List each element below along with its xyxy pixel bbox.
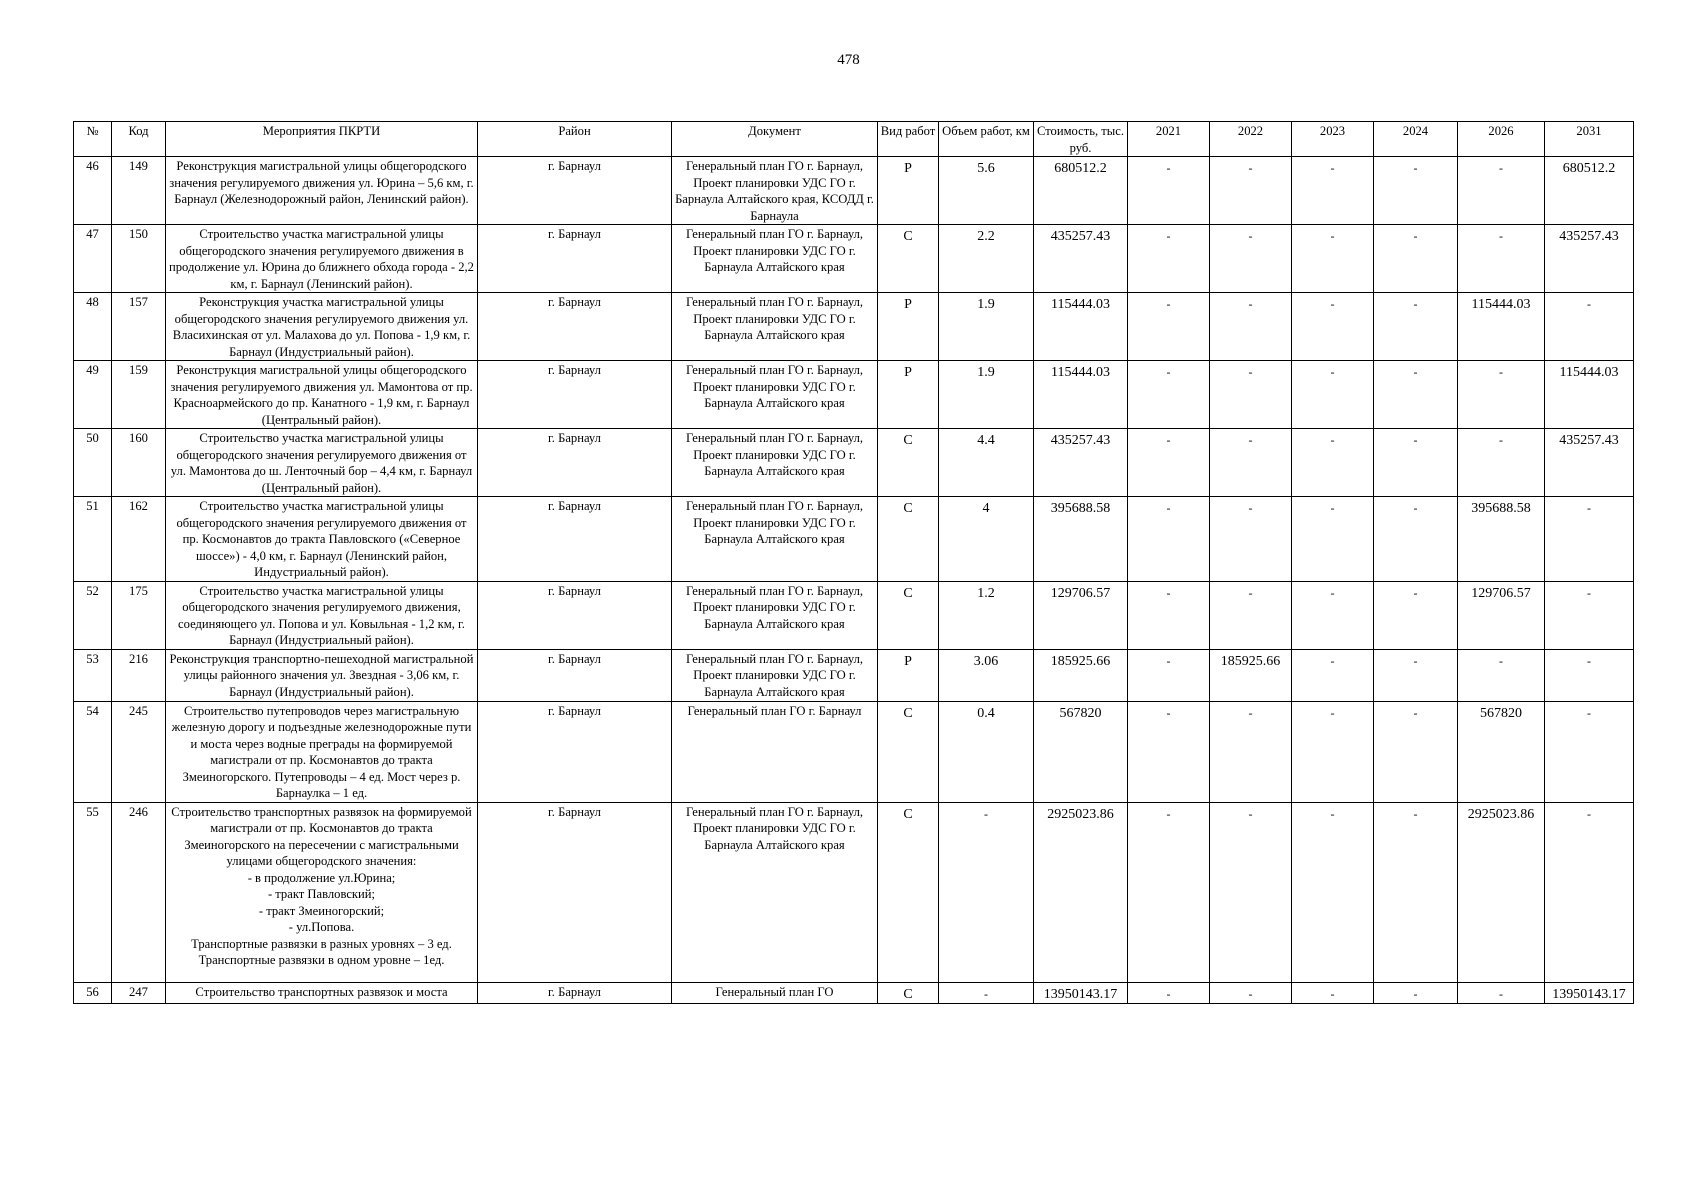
- cell-measure: Строительство транспортных развязок на формируемой магистрали от пр. Космонавтов до тракта Змеиногорского на пересечении с магистральными улицами общегородского значения: - в продолжение ул.Юрина; - тракт Павловский; - тракт Змеиногорский; - ул.Попова. Транспортные развязки в разных уровнях – 3 ед. Транспортные развязки в одном уровне – 1ед.: [166, 802, 478, 982]
- cell-2021: -: [1128, 157, 1210, 225]
- cell-2024: -: [1374, 293, 1458, 361]
- cell-2024: -: [1374, 701, 1458, 802]
- cell-2031: -: [1545, 497, 1634, 582]
- table-row: [74, 293, 1634, 361]
- cell-district: г. Барнаул: [478, 429, 672, 497]
- cell-number: 55: [74, 802, 112, 982]
- header-2031: 2031: [1545, 122, 1634, 157]
- cell-cost: 13950143.17: [1034, 982, 1128, 1003]
- cell-2022: -: [1210, 293, 1292, 361]
- header-code: Код: [112, 122, 166, 157]
- cell-measure: Строительство транспортных развязок и моста: [166, 982, 478, 1003]
- cell-district: г. Барнаул: [478, 802, 672, 982]
- cell-2022: -: [1210, 701, 1292, 802]
- header-row: [74, 122, 1634, 157]
- cell-2024: -: [1374, 649, 1458, 701]
- header-measure: Мероприятия ПКРТИ: [166, 122, 478, 157]
- cell-volume: 2.2: [939, 225, 1034, 293]
- cell-2022: -: [1210, 581, 1292, 649]
- cell-2026: 567820: [1458, 701, 1545, 802]
- cell-2023: -: [1292, 649, 1374, 701]
- cell-volume: 3.06: [939, 649, 1034, 701]
- cell-2023: -: [1292, 982, 1374, 1003]
- cell-document: Генеральный план ГО г. Барнаул, Проект планировки УДС ГО г. Барнаула Алтайского края: [672, 361, 878, 429]
- cell-document: Генеральный план ГО г. Барнаул, Проект планировки УДС ГО г. Барнаула Алтайского края: [672, 802, 878, 982]
- header-work-type: Вид работ: [878, 122, 939, 157]
- cell-work-type: С: [878, 497, 939, 582]
- cell-document: Генеральный план ГО г. Барнаул, Проект планировки УДС ГО г. Барнаула Алтайского края: [672, 429, 878, 497]
- cell-2026: -: [1458, 157, 1545, 225]
- header-cost: Стоимость, тыс. руб.: [1034, 122, 1128, 157]
- cell-2022: -: [1210, 225, 1292, 293]
- cell-2022: -: [1210, 157, 1292, 225]
- cell-2024: -: [1374, 982, 1458, 1003]
- cell-volume: -: [939, 982, 1034, 1003]
- cell-work-type: Р: [878, 293, 939, 361]
- cell-code: 247: [112, 982, 166, 1003]
- pkrti-table: [73, 121, 1634, 1004]
- cell-measure: Реконструкция магистральной улицы общегородского значения регулируемого движения ул. Юрина – 5,6 км, г. Барнаул (Железнодорожный район, Ленинский район).: [166, 157, 478, 225]
- cell-2023: -: [1292, 701, 1374, 802]
- cell-2021: -: [1128, 649, 1210, 701]
- cell-2022: -: [1210, 982, 1292, 1003]
- cell-code: 162: [112, 497, 166, 582]
- header-2026: 2026: [1458, 122, 1545, 157]
- cell-number: 48: [74, 293, 112, 361]
- cell-2022: -: [1210, 429, 1292, 497]
- table-row: [74, 982, 1634, 1003]
- cell-2024: -: [1374, 497, 1458, 582]
- page-number: 478: [837, 52, 860, 68]
- cell-number: 49: [74, 361, 112, 429]
- cell-2023: -: [1292, 157, 1374, 225]
- cell-2021: -: [1128, 802, 1210, 982]
- cell-volume: 1.9: [939, 361, 1034, 429]
- cell-2031: -: [1545, 802, 1634, 982]
- header-2023: 2023: [1292, 122, 1374, 157]
- cell-document: Генеральный план ГО г. Барнаул, Проект планировки УДС ГО г. Барнаула Алтайского края: [672, 293, 878, 361]
- table-row: [74, 701, 1634, 802]
- cell-number: 54: [74, 701, 112, 802]
- cell-2031: -: [1545, 581, 1634, 649]
- cell-district: г. Барнаул: [478, 581, 672, 649]
- cell-volume: 1.9: [939, 293, 1034, 361]
- cell-cost: 567820: [1034, 701, 1128, 802]
- cell-2022: 185925.66: [1210, 649, 1292, 701]
- table-row: [74, 649, 1634, 701]
- cell-work-type: Р: [878, 157, 939, 225]
- cell-2031: 13950143.17: [1545, 982, 1634, 1003]
- cell-2023: -: [1292, 293, 1374, 361]
- cell-2024: -: [1374, 581, 1458, 649]
- cell-district: г. Барнаул: [478, 157, 672, 225]
- cell-2022: -: [1210, 361, 1292, 429]
- cell-code: 216: [112, 649, 166, 701]
- cell-district: г. Барнаул: [478, 701, 672, 802]
- table-row: [74, 497, 1634, 582]
- cell-cost: 129706.57: [1034, 581, 1128, 649]
- cell-2031: -: [1545, 701, 1634, 802]
- cell-2026: 395688.58: [1458, 497, 1545, 582]
- cell-cost: 395688.58: [1034, 497, 1128, 582]
- cell-district: г. Барнаул: [478, 649, 672, 701]
- cell-measure: Реконструкция участка магистральной улицы общегородского значения регулируемого движения ул. Власихинская от ул. Малахова до ул. Попова - 1,9 км, г. Барнаул (Индустриальный район).: [166, 293, 478, 361]
- cell-2026: 115444.03: [1458, 293, 1545, 361]
- cell-2021: -: [1128, 497, 1210, 582]
- cell-2021: -: [1128, 982, 1210, 1003]
- cell-volume: 0.4: [939, 701, 1034, 802]
- cell-cost: 435257.43: [1034, 225, 1128, 293]
- cell-2023: -: [1292, 802, 1374, 982]
- table-row: [74, 802, 1634, 982]
- cell-work-type: С: [878, 225, 939, 293]
- cell-2021: -: [1128, 225, 1210, 293]
- cell-2024: -: [1374, 157, 1458, 225]
- table-row: [74, 225, 1634, 293]
- cell-measure: Строительство участка магистральной улицы общегородского значения регулируемого движения от ул. Мамонтова до ш. Ленточный бор – 4,4 км, г. Барнаул (Центральный район).: [166, 429, 478, 497]
- cell-cost: 2925023.86: [1034, 802, 1128, 982]
- cell-code: 246: [112, 802, 166, 982]
- header-2021: 2021: [1128, 122, 1210, 157]
- cell-document: Генеральный план ГО г. Барнаул: [672, 701, 878, 802]
- cell-2026: -: [1458, 649, 1545, 701]
- cell-district: г. Барнаул: [478, 497, 672, 582]
- cell-document: Генеральный план ГО г. Барнаул, Проект планировки УДС ГО г. Барнаула Алтайского края: [672, 225, 878, 293]
- cell-2031: 435257.43: [1545, 429, 1634, 497]
- cell-volume: 5.6: [939, 157, 1034, 225]
- cell-2023: -: [1292, 581, 1374, 649]
- cell-volume: 4: [939, 497, 1034, 582]
- cell-number: 50: [74, 429, 112, 497]
- cell-volume: -: [939, 802, 1034, 982]
- cell-cost: 435257.43: [1034, 429, 1128, 497]
- header-volume: Объем работ, км: [939, 122, 1034, 157]
- cell-document: Генеральный план ГО г. Барнаул, Проект планировки УДС ГО г. Барнаула Алтайского края: [672, 581, 878, 649]
- cell-cost: 115444.03: [1034, 361, 1128, 429]
- header-district: Район: [478, 122, 672, 157]
- cell-measure: Реконструкция транспортно-пешеходной магистральной улицы районного значения ул. Звездная - 3,06 км, г. Барнаул (Индустриальный район).: [166, 649, 478, 701]
- cell-work-type: Р: [878, 361, 939, 429]
- cell-district: г. Барнаул: [478, 982, 672, 1003]
- cell-measure: Строительство участка магистральной улицы общегородского значения регулируемого движения, соединяющего ул. Попова и ул. Ковыльная - 1,2 км, г. Барнаул (Индустриальный район).: [166, 581, 478, 649]
- cell-number: 51: [74, 497, 112, 582]
- cell-number: 46: [74, 157, 112, 225]
- cell-code: 150: [112, 225, 166, 293]
- cell-code: 160: [112, 429, 166, 497]
- cell-district: г. Барнаул: [478, 293, 672, 361]
- cell-2026: -: [1458, 361, 1545, 429]
- cell-work-type: Р: [878, 649, 939, 701]
- cell-cost: 185925.66: [1034, 649, 1128, 701]
- cell-code: 159: [112, 361, 166, 429]
- cell-2022: -: [1210, 497, 1292, 582]
- cell-code: 157: [112, 293, 166, 361]
- cell-volume: 1.2: [939, 581, 1034, 649]
- cell-2031: 680512.2: [1545, 157, 1634, 225]
- cell-measure: Строительство путепроводов через магистральную железную дорогу и подъездные железнодорожные пути и моста через водные преграды на формируемой магистрали от пр. Космонавтов до тракта Змеиногорского. Путепроводы – 4 ед. Мост через р. Барнаулка – 1 ед.: [166, 701, 478, 802]
- header-document: Документ: [672, 122, 878, 157]
- cell-2021: -: [1128, 293, 1210, 361]
- cell-cost: 680512.2: [1034, 157, 1128, 225]
- cell-2026: 2925023.86: [1458, 802, 1545, 982]
- cell-document: Генеральный план ГО: [672, 982, 878, 1003]
- cell-2023: -: [1292, 497, 1374, 582]
- cell-2024: -: [1374, 429, 1458, 497]
- cell-number: 53: [74, 649, 112, 701]
- cell-number: 56: [74, 982, 112, 1003]
- cell-district: г. Барнаул: [478, 361, 672, 429]
- cell-code: 245: [112, 701, 166, 802]
- cell-2031: 435257.43: [1545, 225, 1634, 293]
- cell-2021: -: [1128, 701, 1210, 802]
- cell-2023: -: [1292, 225, 1374, 293]
- cell-measure: Строительство участка магистральной улицы общегородского значения регулируемого движения от пр. Космонавтов до тракта Павловского («Северное шоссе») - 4,0 км, г. Барнаул (Ленинский район, Индустриальный район).: [166, 497, 478, 582]
- cell-2021: -: [1128, 581, 1210, 649]
- cell-2024: -: [1374, 225, 1458, 293]
- cell-2031: -: [1545, 293, 1634, 361]
- cell-2024: -: [1374, 802, 1458, 982]
- cell-code: 149: [112, 157, 166, 225]
- header-number: №: [74, 122, 112, 157]
- cell-2031: -: [1545, 649, 1634, 701]
- table-row: [74, 581, 1634, 649]
- cell-2031: 115444.03: [1545, 361, 1634, 429]
- cell-district: г. Барнаул: [478, 225, 672, 293]
- cell-2023: -: [1292, 361, 1374, 429]
- cell-code: 175: [112, 581, 166, 649]
- cell-document: Генеральный план ГО г. Барнаул, Проект планировки УДС ГО г. Барнаула Алтайского края: [672, 649, 878, 701]
- cell-cost: 115444.03: [1034, 293, 1128, 361]
- cell-2026: -: [1458, 982, 1545, 1003]
- cell-work-type: С: [878, 581, 939, 649]
- table-row: [74, 429, 1634, 497]
- cell-work-type: С: [878, 701, 939, 802]
- cell-2022: -: [1210, 802, 1292, 982]
- header-2024: 2024: [1374, 122, 1458, 157]
- cell-2026: -: [1458, 225, 1545, 293]
- cell-measure: Реконструкция магистральной улицы общегородского значения регулируемого движения ул. Мамонтова от пр. Красноармейского до пр. Канатного - 1,9 км, г. Барнаул (Центральный район).: [166, 361, 478, 429]
- cell-2024: -: [1374, 361, 1458, 429]
- cell-work-type: С: [878, 429, 939, 497]
- table-row: [74, 361, 1634, 429]
- cell-number: 47: [74, 225, 112, 293]
- cell-2021: -: [1128, 429, 1210, 497]
- cell-document: Генеральный план ГО г. Барнаул, Проект планировки УДС ГО г. Барнаула Алтайского края: [672, 497, 878, 582]
- cell-2021: -: [1128, 361, 1210, 429]
- header-2022: 2022: [1210, 122, 1292, 157]
- cell-document: Генеральный план ГО г. Барнаул, Проект планировки УДС ГО г. Барнаула Алтайского края, КСОДД г. Барнаула: [672, 157, 878, 225]
- cell-number: 52: [74, 581, 112, 649]
- cell-2026: -: [1458, 429, 1545, 497]
- cell-work-type: С: [878, 802, 939, 982]
- cell-work-type: С: [878, 982, 939, 1003]
- cell-measure: Строительство участка магистральной улицы общегородского значения регулируемого движения в продолжение ул. Юрина до ближнего обхода города - 2,2 км, г. Барнаул (Ленинский район).: [166, 225, 478, 293]
- cell-2026: 129706.57: [1458, 581, 1545, 649]
- table-body: [74, 157, 1634, 1004]
- table-row: [74, 157, 1634, 225]
- cell-volume: 4.4: [939, 429, 1034, 497]
- cell-2023: -: [1292, 429, 1374, 497]
